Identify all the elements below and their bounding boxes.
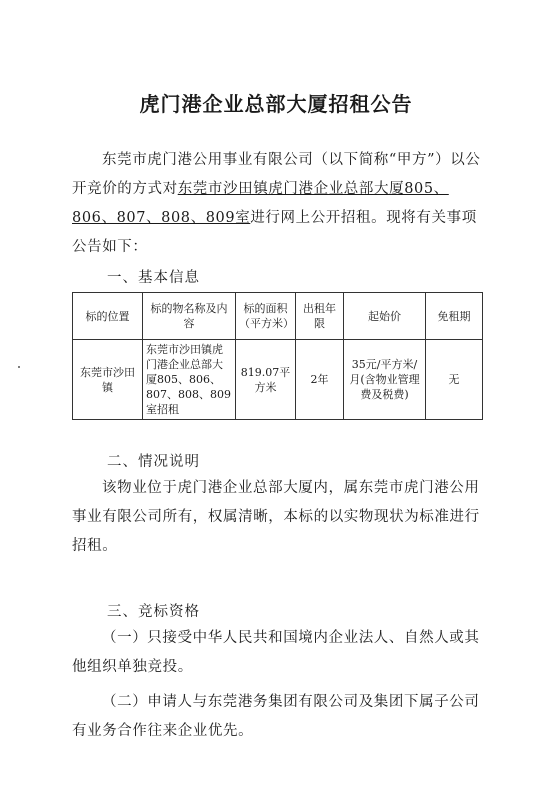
cell-price: 35元/平方米/月(含物业管理费及税费)	[344, 340, 426, 420]
table-header-row	[73, 293, 483, 340]
cell-location: 东莞市沙田镇	[73, 340, 143, 420]
basic-info-table	[72, 292, 483, 420]
cell-free-period: 无	[426, 340, 483, 420]
header-cell-term: 出租年限	[296, 293, 344, 340]
cell-name: 东莞市沙田镇虎门港企业总部大厦805、806、807、808、809室招租	[143, 340, 236, 420]
header-cell-location: 标的位置	[73, 293, 143, 340]
scan-speck	[18, 366, 20, 368]
intro-paragraph	[72, 146, 482, 262]
section1-heading: 一、基本信息	[107, 270, 200, 286]
table-row	[73, 340, 483, 420]
section3-item2: （二）申请人与东莞港务集团有限公司及集团下属子公司有业务合作往来企业优先。	[72, 694, 480, 739]
header-cell-price: 起始价	[344, 293, 426, 340]
header-cell-name: 标的物名称及内容	[143, 293, 236, 340]
cell-area: 819.07平方米	[236, 340, 296, 420]
header-cell-free-period: 免租期	[426, 293, 483, 340]
cell-term: 2年	[296, 340, 344, 420]
section2-paragraph: 该物业位于虎门港企业总部大厦内，属东莞市虎门港公用事业有限公司所有，权属清晰，本标的以实物现状为标准进行招租。	[72, 480, 480, 554]
intro-underlined-text: 东莞市沙田镇虎门港企业总部大厦805、806、807、808、809室	[72, 181, 449, 226]
intro-text-part2: 进行网上公开招租。现将有关事项公告如下：	[72, 210, 477, 255]
intro-text-part1: 东莞市虎门港公用事业有限公司（以下简称“甲方”）以公开竞价的方式对	[72, 152, 481, 197]
section3-heading: 三、竞标资格	[107, 604, 200, 620]
section2-heading: 二、情况说明	[107, 454, 200, 470]
page-title: 虎门港企业总部大厦招租公告	[139, 92, 413, 116]
section3-item1: （一）只接受中华人民共和国境内企业法人、自然人或其他组织单独竞投。	[72, 630, 480, 675]
header-cell-area: 标的面积（平方米）	[236, 293, 296, 340]
